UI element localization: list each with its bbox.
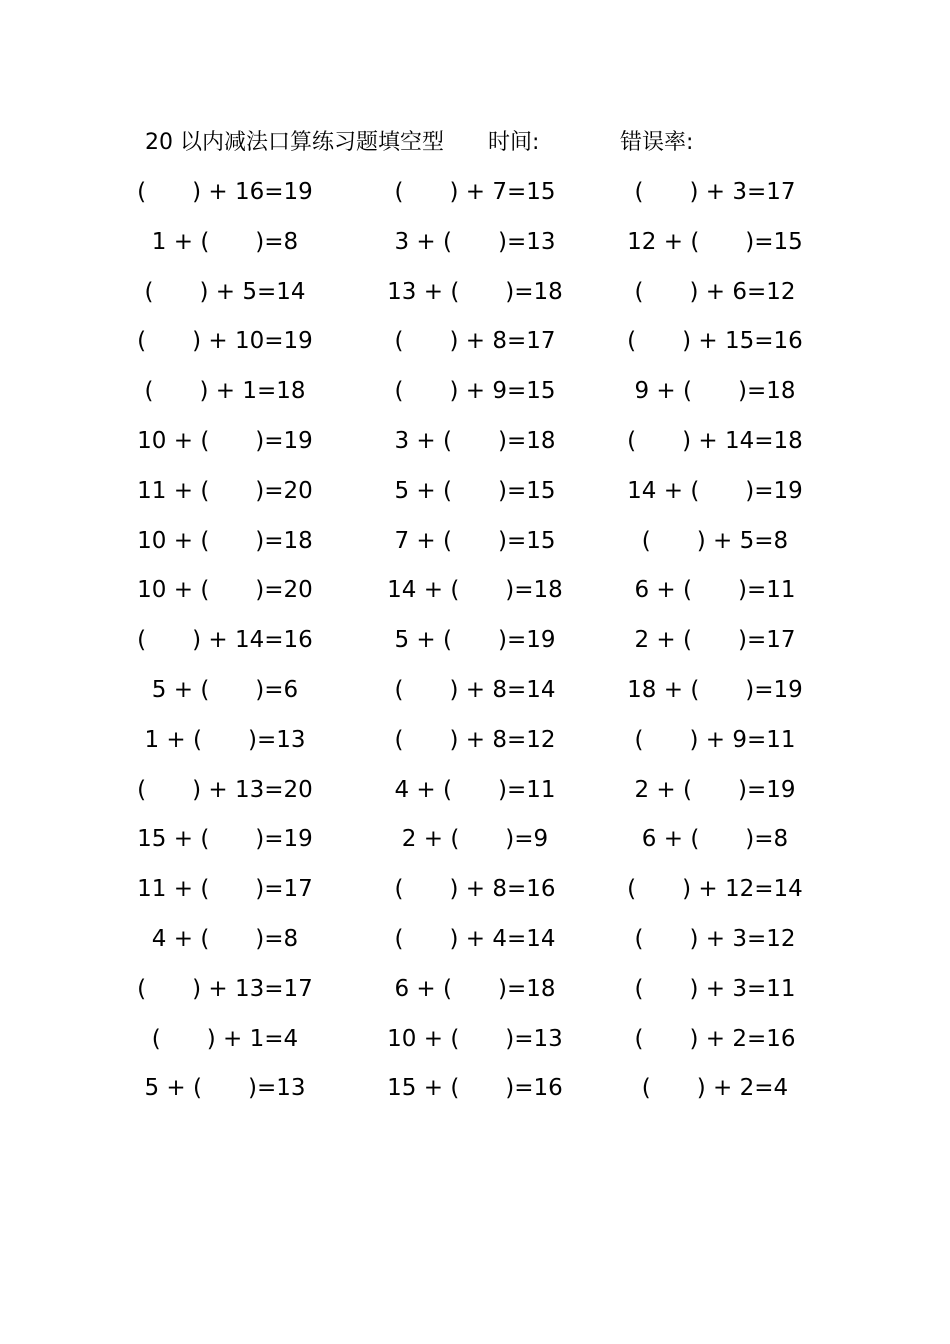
problem-item: 6 + ( )=8 bbox=[641, 826, 789, 853]
problem-row bbox=[130, 971, 820, 1021]
problem-item: ( ) + 13=20 bbox=[137, 776, 313, 803]
problem-row bbox=[130, 423, 820, 473]
worksheet-title: 20 以内减法口算练习题填空型 bbox=[145, 130, 444, 155]
problem-item: 12 + ( )=15 bbox=[627, 228, 803, 255]
problem-item: 4 + ( )=8 bbox=[151, 925, 299, 952]
problem-item: 5 + ( )=19 bbox=[394, 627, 556, 654]
problem-item: ( ) + 8=16 bbox=[394, 876, 556, 903]
problem-grid bbox=[130, 174, 820, 1120]
problem-item: 1 + ( )=8 bbox=[151, 228, 299, 255]
problem-item: ( ) + 12=14 bbox=[627, 876, 803, 903]
problem-item: 13 + ( )=18 bbox=[387, 278, 563, 305]
problem-item: 3 + ( )=18 bbox=[394, 427, 556, 454]
problem-item: ( ) + 5=14 bbox=[144, 278, 306, 305]
worksheet-header bbox=[145, 126, 845, 160]
problem-item: 15 + ( )=16 bbox=[387, 1075, 563, 1102]
problem-item: 10 + ( )=13 bbox=[387, 1025, 563, 1052]
problem-item: ( ) + 8=12 bbox=[394, 726, 556, 753]
problem-item: 6 + ( )=11 bbox=[634, 577, 796, 604]
problem-item: ( ) + 8=14 bbox=[394, 676, 556, 703]
problem-item: ( ) + 6=12 bbox=[634, 278, 796, 305]
problem-item: 5 + ( )=13 bbox=[144, 1075, 306, 1102]
problem-row bbox=[130, 772, 820, 822]
problem-item: ( ) + 3=11 bbox=[634, 975, 796, 1002]
problem-item: 15 + ( )=19 bbox=[137, 826, 313, 853]
problem-row bbox=[130, 672, 820, 722]
problem-row bbox=[130, 373, 820, 423]
problem-item: 4 + ( )=11 bbox=[394, 776, 556, 803]
problem-item: 6 + ( )=18 bbox=[394, 975, 556, 1002]
problem-row bbox=[130, 722, 820, 772]
problem-item: 9 + ( )=18 bbox=[634, 378, 796, 405]
problem-item: 3 + ( )=13 bbox=[394, 228, 556, 255]
problem-item: ( ) + 3=12 bbox=[634, 925, 796, 952]
problem-item: ( ) + 9=11 bbox=[634, 726, 796, 753]
problem-item: ( ) + 1=18 bbox=[144, 378, 306, 405]
problem-item: ( ) + 3=17 bbox=[634, 179, 796, 205]
problem-item: ( ) + 4=14 bbox=[394, 925, 556, 952]
problem-item: ( ) + 10=19 bbox=[137, 328, 313, 355]
problem-item: 14 + ( )=18 bbox=[387, 577, 563, 604]
problem-row bbox=[130, 323, 820, 373]
problem-item: ( ) + 13=17 bbox=[137, 975, 313, 1002]
problem-item: 2 + ( )=9 bbox=[401, 826, 549, 853]
problem-row bbox=[130, 174, 820, 224]
problem-item: 10 + ( )=20 bbox=[137, 577, 313, 604]
problem-row bbox=[130, 523, 820, 573]
problem-item: 14 + ( )=19 bbox=[627, 477, 803, 504]
problem-row bbox=[130, 622, 820, 672]
problem-item: ( ) + 2=16 bbox=[634, 1025, 796, 1052]
problem-item: ( ) + 7=15 bbox=[394, 179, 556, 205]
problem-item: ( ) + 15=16 bbox=[627, 328, 803, 355]
problem-item: ( ) + 14=18 bbox=[627, 427, 803, 454]
problem-item: ( ) + 16=19 bbox=[137, 179, 313, 205]
problem-item: ( ) + 9=15 bbox=[394, 378, 556, 405]
problem-item: 11 + ( )=17 bbox=[137, 876, 313, 903]
problem-item: ( ) + 5=8 bbox=[641, 527, 789, 554]
time-label: 时间: bbox=[488, 130, 540, 155]
problem-row bbox=[130, 871, 820, 921]
problem-item: 10 + ( )=18 bbox=[137, 527, 313, 554]
problem-row bbox=[130, 274, 820, 324]
error-rate-label: 错误率: bbox=[620, 130, 694, 155]
problem-item: ( ) + 14=16 bbox=[137, 627, 313, 654]
problem-row bbox=[130, 473, 820, 523]
problem-item: 10 + ( )=19 bbox=[137, 427, 313, 454]
problem-row bbox=[130, 921, 820, 971]
problem-item: ( ) + 8=17 bbox=[394, 328, 556, 355]
problem-item: 2 + ( )=19 bbox=[634, 776, 796, 803]
problem-item: 18 + ( )=19 bbox=[627, 676, 803, 703]
problem-item: 5 + ( )=15 bbox=[394, 477, 556, 504]
problem-item: ( ) + 1=4 bbox=[151, 1025, 299, 1052]
problem-item: 11 + ( )=20 bbox=[137, 477, 313, 504]
problem-item: 1 + ( )=13 bbox=[144, 726, 306, 753]
problem-row bbox=[130, 572, 820, 622]
problem-row bbox=[130, 224, 820, 274]
problem-item: 7 + ( )=15 bbox=[394, 527, 556, 554]
problem-item: ( ) + 2=4 bbox=[641, 1075, 789, 1102]
problem-item: 2 + ( )=17 bbox=[634, 627, 796, 654]
problem-item: 5 + ( )=6 bbox=[151, 676, 299, 703]
problem-row bbox=[130, 821, 820, 871]
problem-row bbox=[130, 1021, 820, 1071]
problem-row bbox=[130, 1070, 820, 1120]
